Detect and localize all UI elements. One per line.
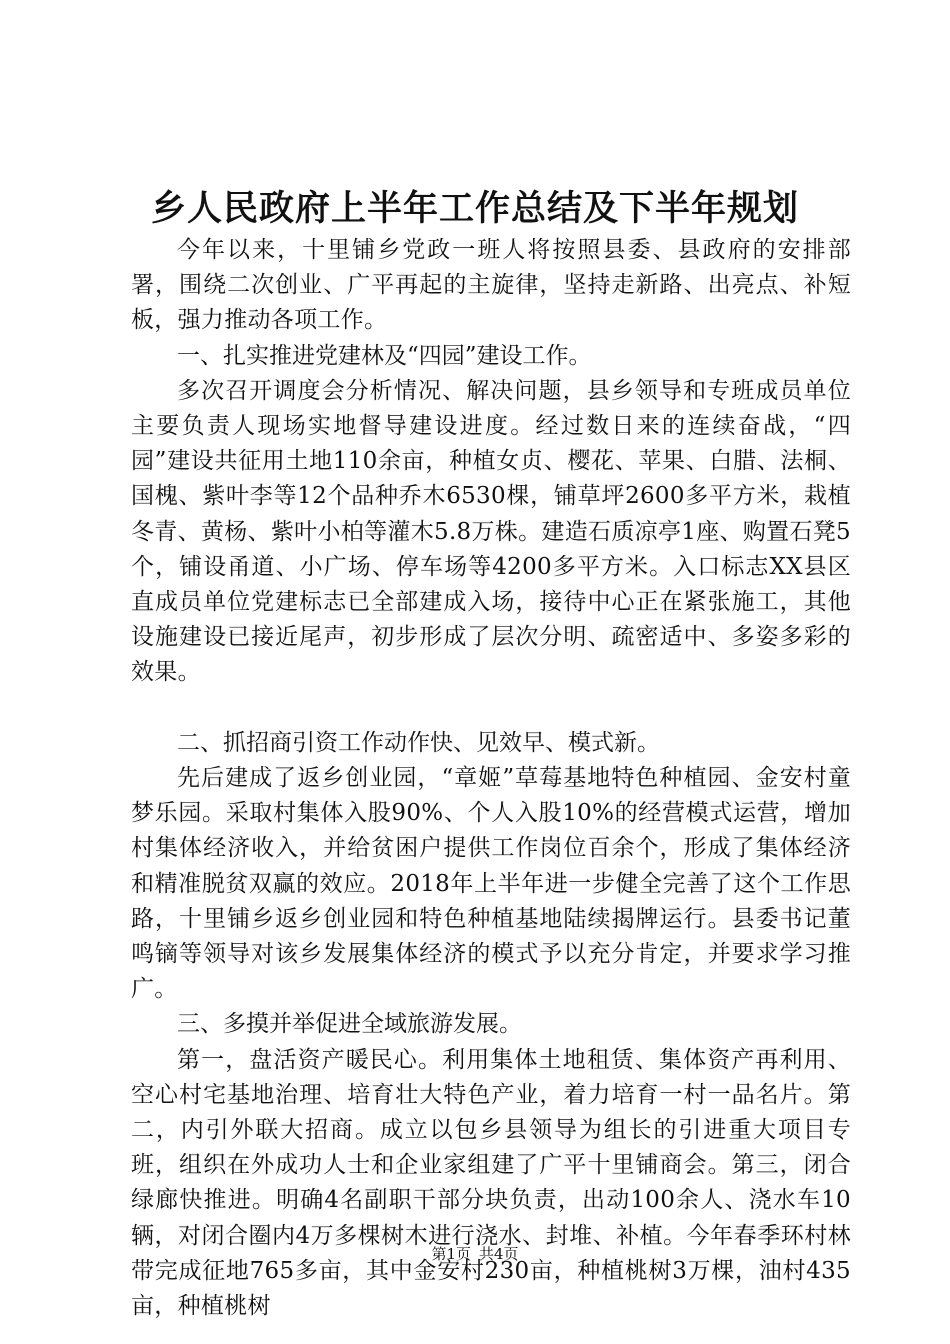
section-heading-1: 一、扎实推进党建林及“四园”建设工作。 xyxy=(177,342,592,369)
page-number: 第1页 xyxy=(431,1245,471,1263)
section-heading-2: 二、抓招商引资工作动作快、见效早、模式新。 xyxy=(177,729,660,756)
paragraph-spacer xyxy=(131,691,851,726)
document-body xyxy=(131,233,851,1324)
page-footer xyxy=(0,1244,950,1264)
paragraph-section-3: 第一，盘活资产暖民心。利用集体土地租赁、集体资产再利用、空心村宅基地治理、培育壮大特色产业，着力培育一村一品名片。第二，内引外联大招商。成立以包乡县领导为组长的引进重大项目专班，组织在外成功人士和企业家组建了广平十里铺商会。第三，闭合绿廊快推进。明确4名副职干部分块负责，出动100余人、浇水车10辆，对闭合圈内4万多棵树木进行浇水、封堆、补植。今年春季环村林带完成征地765多亩，其中金安村230亩，种植桃树3万棵，油村435亩，种植桃树 xyxy=(131,1046,851,1320)
page-total: 共4页 xyxy=(479,1245,519,1263)
section-heading-3: 三、多摸并举促进全域旅游发展。 xyxy=(177,1011,522,1038)
document-title: 乡人民政府上半年工作总结及下半年规划 xyxy=(150,188,799,229)
paragraph-section-1: 多次召开调度会分析情况、解决问题，县乡领导和专班成员单位主要负责人现场实地督导建设进度。经过数日来的连续奋战，“四园”建设共征用土地110余亩，种植女贞、樱花、苹果、白腊、法桐、国槐、紫叶李等12个品种乔木6530棵，铺草坪2600多平方米，栽植冬青、黄杨、紫叶小柏等灌木5.8万株。建造石质凉亭1座、购置石凳5个，铺设甬道、小广场、停车场等4200多平方米。入口标志XX县区直成员单位党建标志已全部建成入场，接待中心正在紧张施工，其他设施建设已接近尾声，初步形成了层次分明、疏密适中、多姿多彩的效果。 xyxy=(131,377,851,686)
paragraph-intro: 今年以来，十里铺乡党政一班人将按照县委、县政府的安排部署，围绕二次创业、广平再起的主旋律，坚持走新路、出亮点、补短板，强力推动各项工作。 xyxy=(131,237,851,334)
paragraph-section-2: 先后建成了返乡创业园，“章姬”草莓基地特色种植园、金安村童梦乐园。采取村集体入股90%、个人入股10%的经营模式运营，增加村集体经济收入，并给贫困户提供工作岗位百余个，形成了集体经济和精准脱贫双赢的效应。2018年上半年进一步健全完善了这个工作思路，十里铺乡返乡创业园和特色种植基地陆续揭牌运行。县委书记董鸣镝等领导对该乡发展集体经济的模式予以充分肯定，并要求学习推广。 xyxy=(131,765,851,1003)
